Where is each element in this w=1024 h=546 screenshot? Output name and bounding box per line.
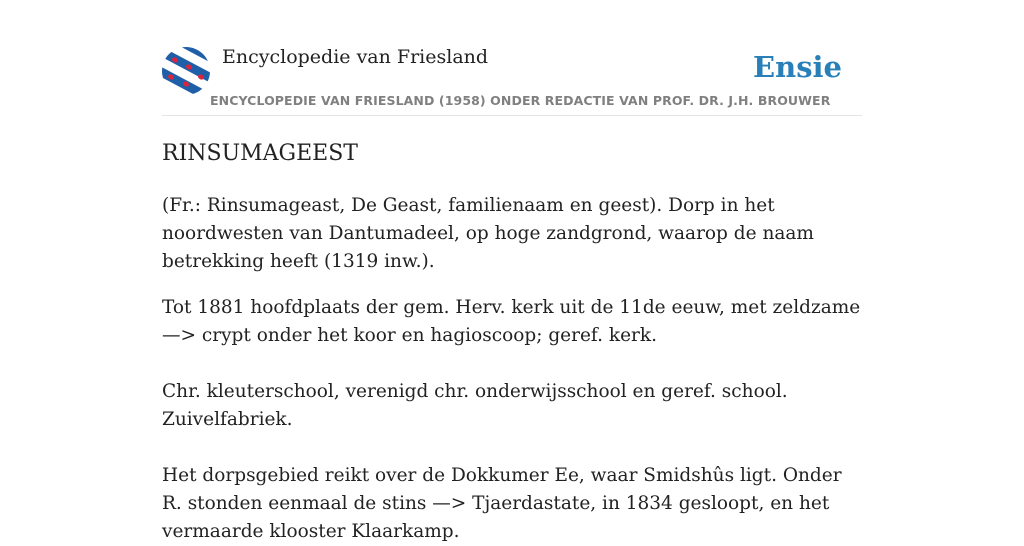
article-content bbox=[162, 192, 862, 546]
article-paragraph: Het dorpsgebied reikt over de Dokkumer Ee, waar Smidshûs ligt. Onder R. stonden eenmaal de stins —> Tjaerdastate, in 1834 gesloopt, en het vermaarde klooster Klaarkamp. bbox=[162, 465, 842, 542]
article-spacer bbox=[162, 434, 862, 462]
header-divider bbox=[162, 115, 862, 116]
article-spacer bbox=[162, 350, 862, 378]
site-title[interactable]: Encyclopedie van Friesland bbox=[222, 46, 489, 68]
frisian-flag-icon[interactable] bbox=[162, 47, 210, 95]
encyclopedia-subtitle: ENCYCLOPEDIE VAN FRIESLAND (1958) ONDER REDACTIE VAN PROF. DR. J.H. BROUWER bbox=[210, 93, 831, 108]
article-title: RINSUMAGEEST bbox=[162, 141, 358, 166]
article-paragraph: (Fr.: Rinsumageast, De Geast, familienaam en geest). Dorp in het noordwesten van Dantumadeel, op hoge zandgrond, waarop de naam betrekking heeft (1319 inw.). bbox=[162, 195, 814, 272]
brand-logo[interactable]: Ensie bbox=[753, 50, 842, 84]
article-paragraph: Chr. kleuterschool, verenigd chr. onderwijsschool en geref. school. Zuivelfabriek. bbox=[162, 381, 788, 430]
article-paragraph: Tot 1881 hoofdplaats der gem. Herv. kerk uit de 11de eeuw, met zeldzame —> crypt onder het koor en hagioscoop; geref. kerk. bbox=[162, 297, 861, 346]
page bbox=[162, 0, 862, 542]
